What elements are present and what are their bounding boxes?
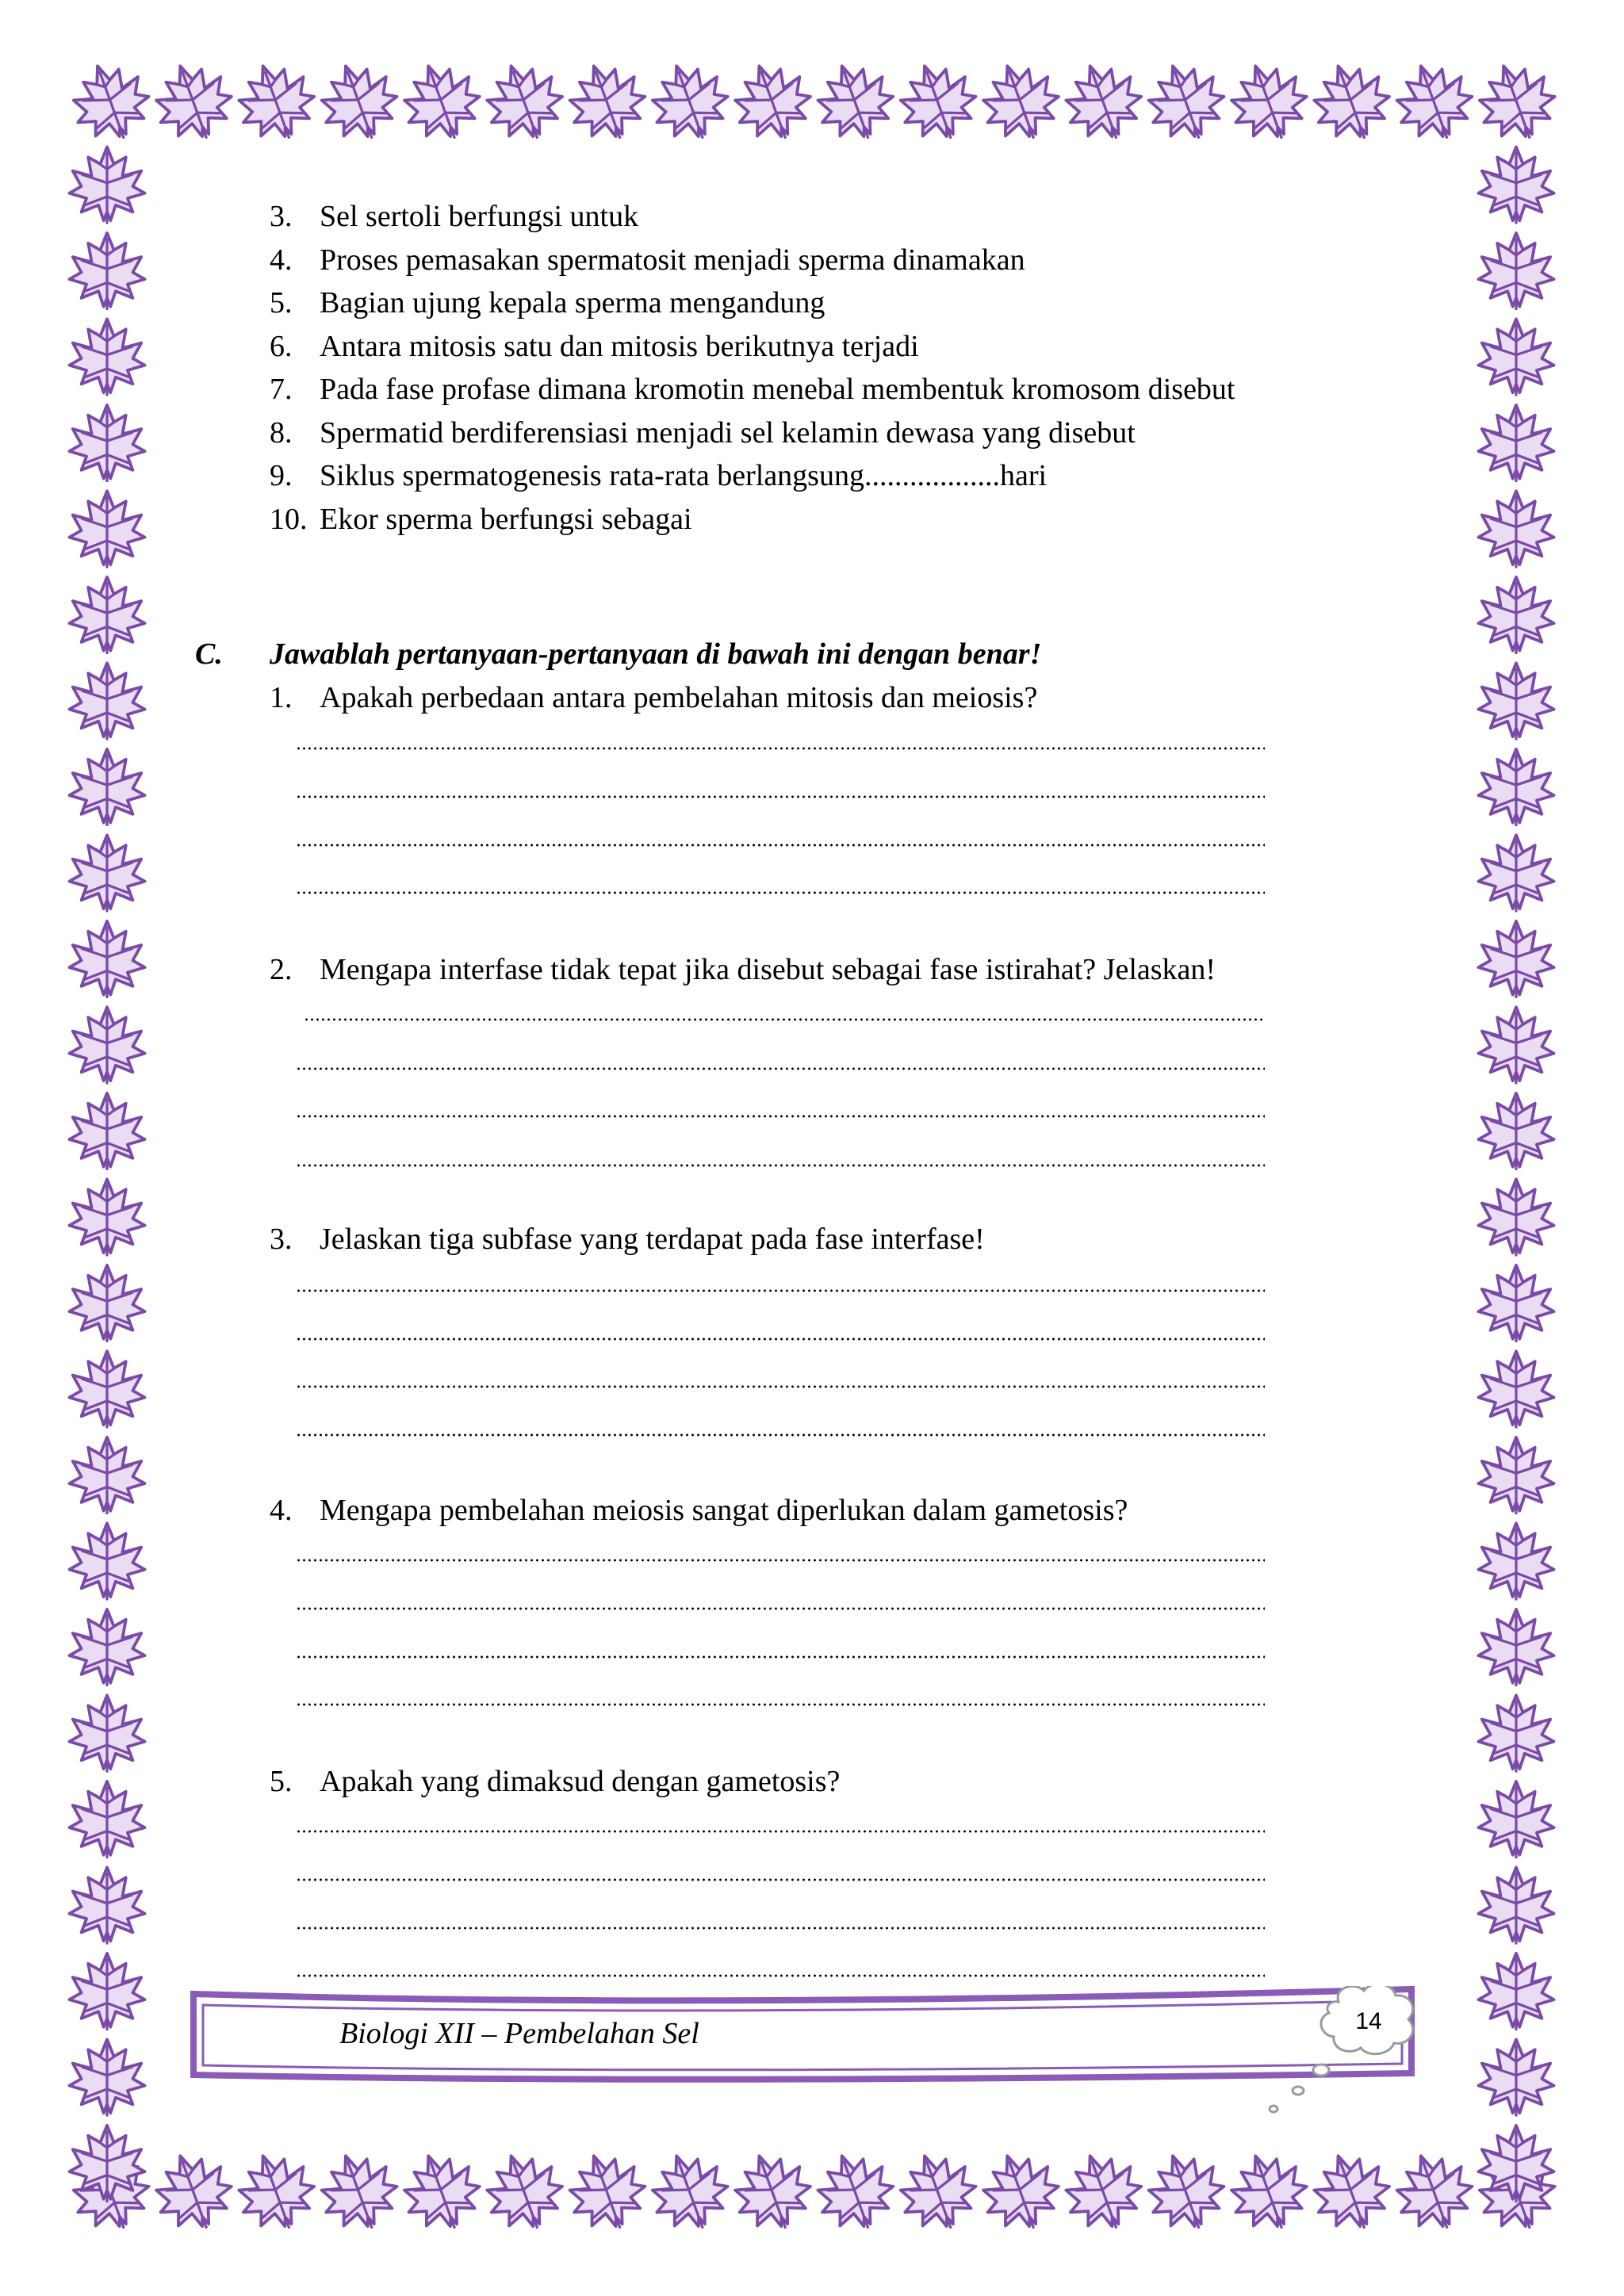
answer-line[interactable] xyxy=(296,747,1265,750)
answer-line[interactable] xyxy=(296,1289,1265,1292)
answer-line[interactable] xyxy=(296,1974,1265,1977)
answer-line[interactable] xyxy=(296,1878,1265,1881)
question-number: 1. xyxy=(270,681,293,714)
answer-line[interactable] xyxy=(296,1115,1265,1118)
item-text: Sel sertoli berfungsi untuk xyxy=(320,200,639,233)
answer-line[interactable] xyxy=(296,844,1265,847)
item-number: 6. xyxy=(270,330,293,363)
section-letter: C. xyxy=(195,637,223,671)
answer-line[interactable] xyxy=(304,1018,1265,1021)
item-number: 9. xyxy=(270,459,293,492)
item-number: 5. xyxy=(270,286,293,320)
item-text: Pada fase profase dimana kromotin menebal membentuk kromosom disebut xyxy=(320,373,1235,406)
question-text: Apakah perbedaan antara pembelahan mitosis dan meiosis? xyxy=(320,681,1038,714)
answer-line[interactable] xyxy=(296,1385,1265,1388)
answer-line[interactable] xyxy=(296,891,1265,894)
answer-line[interactable] xyxy=(296,1927,1265,1930)
question-text: Mengapa pembelahan meiosis sangat diperlukan dalam gametosis? xyxy=(320,1494,1128,1527)
question-number: 4. xyxy=(270,1494,293,1527)
item-number: 8. xyxy=(270,416,293,450)
item-text: Ekor sperma berfungsi sebagai xyxy=(320,503,692,536)
answer-line[interactable] xyxy=(296,1607,1265,1610)
answer-line[interactable] xyxy=(296,1433,1265,1437)
item-text: Siklus spermatogenesis rata-rata berlangsung..................hari xyxy=(320,459,1048,492)
page-number: 14 xyxy=(1355,2008,1382,2034)
item-number: 4. xyxy=(270,243,293,277)
question-number: 2. xyxy=(270,953,293,986)
answer-line[interactable] xyxy=(296,1164,1265,1167)
item-number: 3. xyxy=(270,200,293,233)
footer-frame xyxy=(190,1986,1435,2129)
item-text: Spermatid berdiferensiasi menjadi sel kelamin dewasa yang disebut xyxy=(320,416,1136,450)
question-text: Apakah yang dimaksud dengan gametosis? xyxy=(320,1765,841,1798)
answer-line[interactable] xyxy=(296,795,1265,798)
question-number: 5. xyxy=(270,1765,293,1798)
answer-line[interactable] xyxy=(296,1067,1265,1070)
question-text: Mengapa interfase tidak tepat jika disebut sebagai fase istirahat? Jelaskan! xyxy=(320,953,1216,986)
cloud-icon xyxy=(1270,1986,1413,2112)
item-number: 10. xyxy=(270,503,308,536)
question-text: Jelaskan tiga subfase yang terdapat pada fase interfase! xyxy=(320,1223,985,1256)
item-number: 7. xyxy=(270,373,293,406)
answer-line[interactable] xyxy=(296,1830,1265,1833)
footer-title: Biologi XII – Pembelahan Sel xyxy=(339,2017,699,2050)
answer-line[interactable] xyxy=(296,1703,1265,1706)
answer-line[interactable] xyxy=(296,1559,1265,1562)
item-text: Proses pemasakan spermatosit menjadi sperma dinamakan xyxy=(320,243,1025,277)
answer-line[interactable] xyxy=(296,1337,1265,1341)
item-text: Bagian ujung kepala sperma mengandung xyxy=(320,286,825,320)
answer-line[interactable] xyxy=(296,1655,1265,1659)
section-instruction: Jawablah pertanyaan-pertanyaan di bawah ini dengan benar! xyxy=(270,637,1042,671)
item-text: Antara mitosis satu dan mitosis berikutnya terjadi xyxy=(320,330,919,363)
question-number: 3. xyxy=(270,1223,293,1256)
